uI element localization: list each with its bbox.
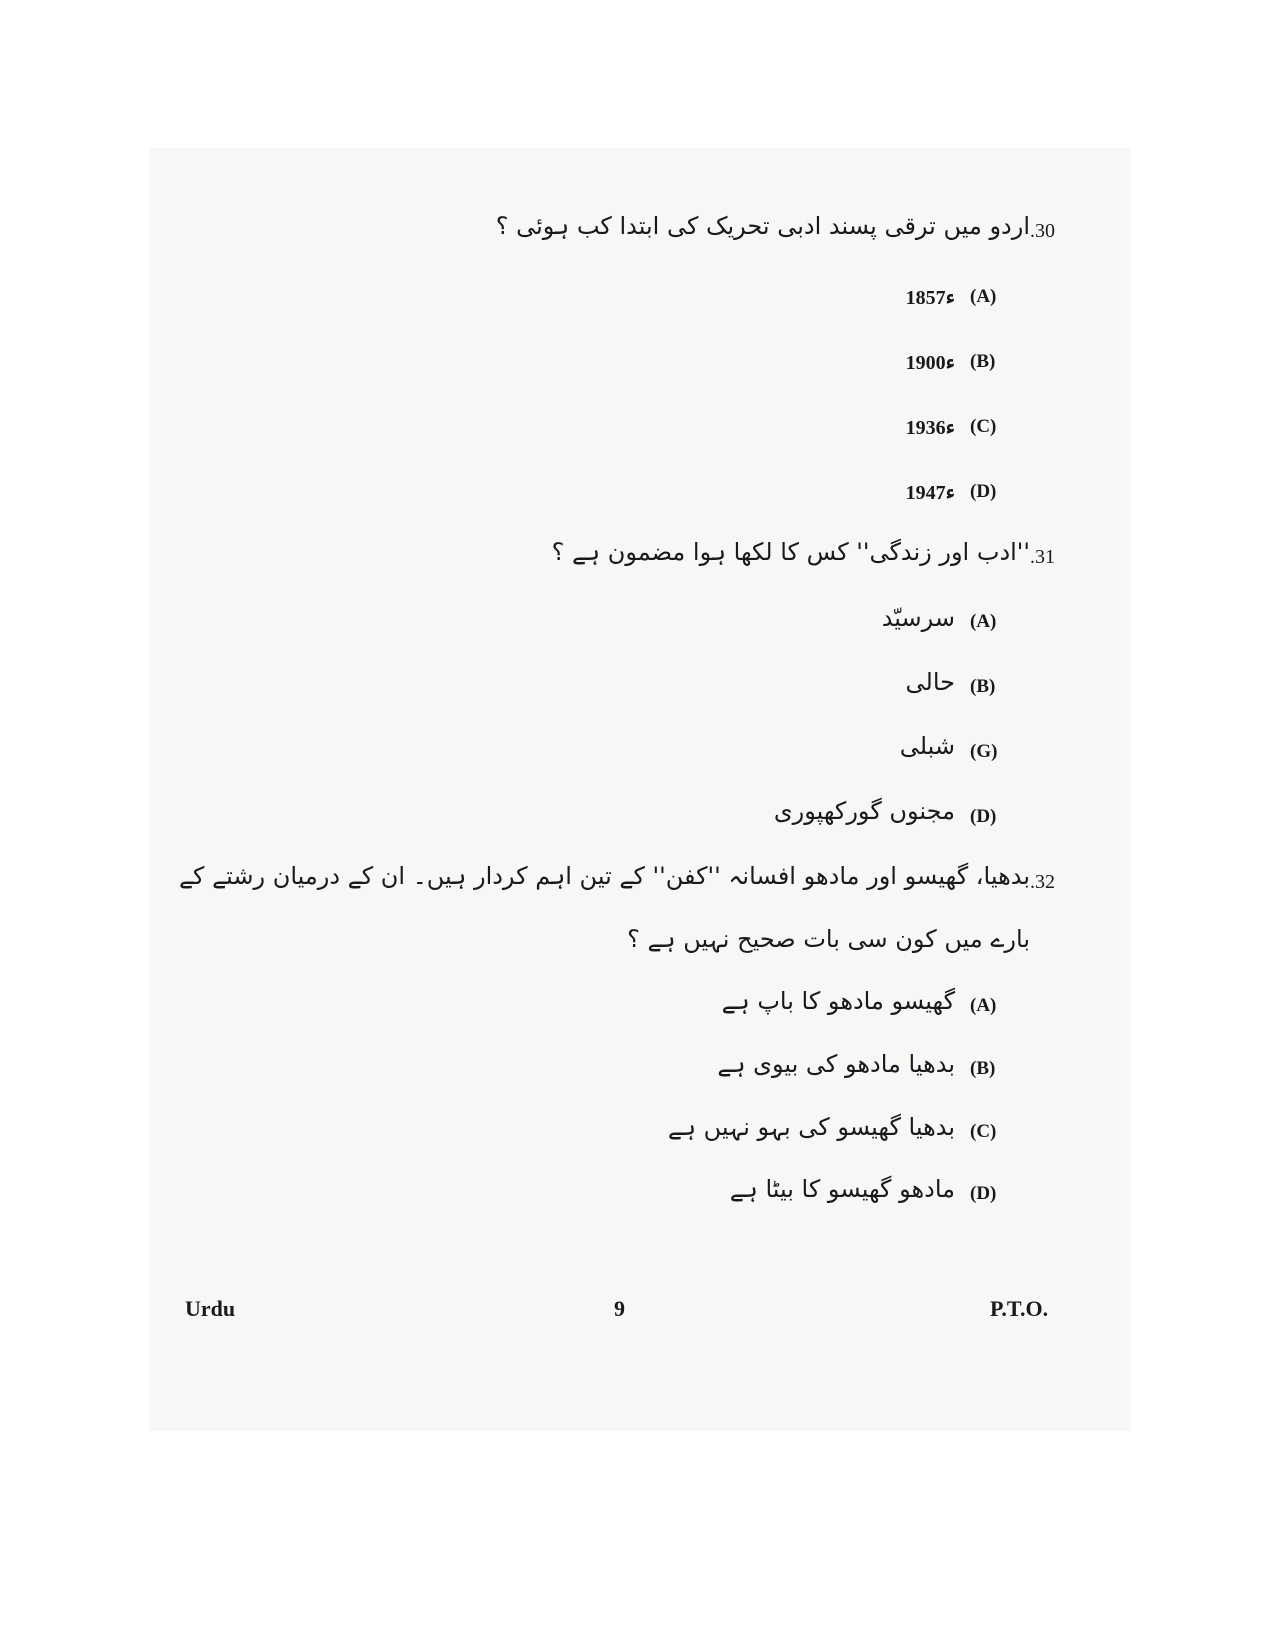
question-text-line-2: بارے میں کون سی بات صحیح نہیں ہے ؟	[627, 925, 1030, 953]
option-text: 1857ء	[905, 287, 955, 309]
option-text: حالی	[905, 668, 955, 696]
option-label: (C)	[970, 416, 997, 437]
option-text: بدھیا مادھو کی بیوی ہے	[717, 1050, 955, 1078]
option-label: (A)	[970, 286, 997, 307]
question-text: اردو میں ترقی پسند ادبی تحریک کی ابتدا کب ہوئی ؟	[495, 212, 1030, 240]
option-text: بدھیا گھیسو کی بہو نہیں ہے	[667, 1113, 955, 1141]
option-text: مادھو گھیسو کا بیٹا ہے	[729, 1175, 955, 1203]
option-label: (A)	[970, 995, 997, 1016]
option-text: 1900ء	[905, 352, 955, 374]
question-number: .31	[1030, 546, 1055, 568]
option-text: مجنوں گورکھپوری	[773, 797, 955, 825]
page-number: 9	[614, 1296, 625, 1321]
option-label: (C)	[970, 1121, 997, 1142]
pto-label: P.T.O.	[990, 1296, 1049, 1321]
option-label: (G)	[970, 741, 998, 762]
option-text: گھیسو مادھو کا باپ ہے	[721, 987, 955, 1015]
subject-label: Urdu	[185, 1296, 236, 1321]
option-label: (D)	[970, 806, 997, 827]
option-label: (D)	[970, 481, 997, 502]
option-text: شبلی	[899, 732, 955, 760]
question-number: .32	[1030, 871, 1055, 893]
question-number: .30	[1030, 220, 1055, 242]
option-label: (D)	[970, 1183, 997, 1204]
question-text: ''ادب اور زندگی'' کس کا لکھا ہوا مضمون ہے ؟	[551, 538, 1030, 566]
option-text: 1947ء	[905, 482, 955, 504]
question-text-line-1: بدھیا، گھیسو اور مادھو افسانہ ''کفن'' کے تین اہم کردار ہیں۔ ان کے درمیان رشتے کے	[178, 862, 1030, 890]
option-label: (B)	[970, 351, 996, 372]
option-label: (A)	[970, 611, 997, 632]
option-text: سرسیّد	[881, 604, 955, 632]
exam-page	[150, 148, 1130, 1431]
option-text: 1936ء	[905, 417, 955, 439]
option-label: (B)	[970, 676, 996, 697]
option-label: (B)	[970, 1058, 996, 1079]
